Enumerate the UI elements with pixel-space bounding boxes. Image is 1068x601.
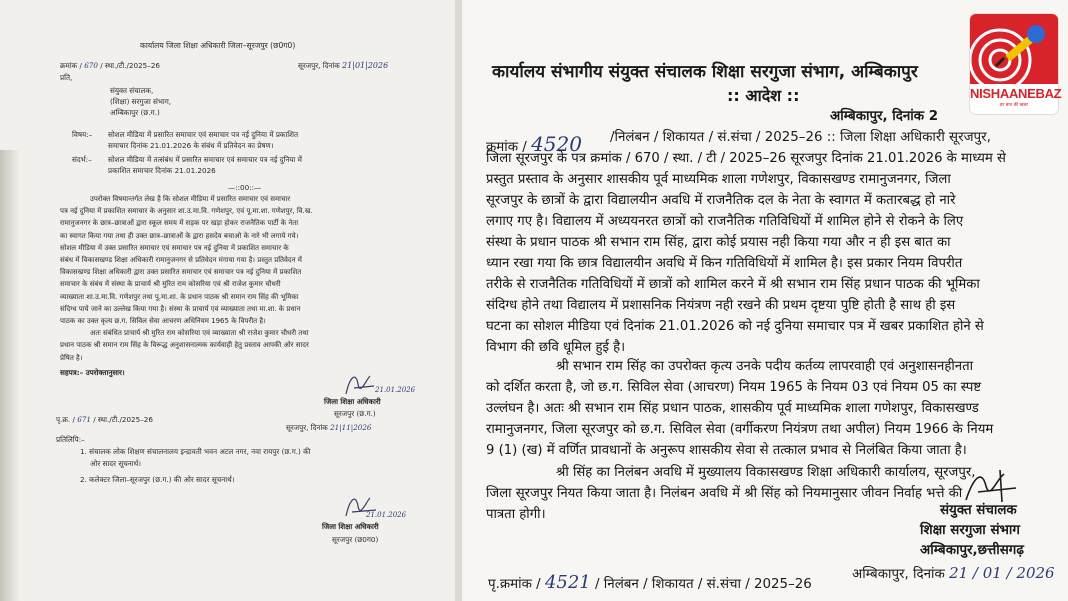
right-para1-line: संदिग्ध होने तथा विद्यालय में प्रशासनिक नियंत्रण नही रखने की प्रथम दृष्टया पुष्टि होती है साथ ही इस [486, 298, 956, 313]
right-para2-line: उल्लंघन है। अतः श्री सभान राम सिंह प्रधान पाठक, शासकीय पूर्व माध्यमिक शाला गणेशपुर, विकासखण्ड [486, 401, 979, 416]
left-body-line: का स्वागत किया गया तथा ही उक्त छात्र–छात्राओं के द्वारा हसदेव बचाओ के नारे भी लगाये गये। [60, 231, 299, 240]
page-divider [455, 0, 462, 601]
left-reference-2: प्रकाशित समाचार दिनांक 21.01.2026 [108, 166, 216, 175]
left-sign-title-2: जिला शिक्षा अधिकारी [322, 522, 379, 531]
left-separator: —::00::— [228, 183, 262, 192]
right-endorsement-no: पृ.क्रमांक / 4521 / निलंबन / शिकायत / सं.संचा / 2025–26 [488, 572, 812, 593]
left-letter [0, 0, 455, 601]
left-body-line: संबंध में विकासखण्ड शिक्षा अधिकारी रामानुजनगर से प्रतिवेदन मंगाया गया है। प्रस्तुत प्रतिवेदन में [60, 256, 302, 265]
right-sign-title: संयुक्त संचालक [940, 503, 1017, 518]
left-addressee-3: अम्बिकापुर (छ.ग.) [110, 108, 160, 117]
nishaanebaz-logo [970, 14, 1062, 114]
right-para3-line: श्री सिंह का निलंबन अवधि में मुख्यालय विकासखण्ड शिक्षा अधिकारी कार्यालय, सूरजपुर, [556, 465, 976, 480]
right-para2 [486, 356, 1056, 461]
left-ref-no-handwritten: 670 [84, 61, 98, 70]
left-body-line: रामानुजनगर के छात्र–छात्राओं द्वारा स्कूल समय में सड़क पर खड़ा होकर राजनैतिक पार्टी के नेता [60, 219, 299, 228]
left-body-line: विकासखण्ड शिक्षा अधिकारी द्वारा उक्त प्रसारित समाचार एवं समाचार पत्र नई दुनिया में प्रकाशित [60, 268, 302, 277]
left-sign-place-2: सूरजपुर (छ0ग0) [332, 535, 379, 544]
left-copy-to-label: प्रतिलिपि:– [56, 435, 85, 444]
left-sign-place-1: सूरजपुर (छ.ग.) [334, 409, 376, 418]
right-para1-line: ध्यान रखा गया कि छात्र विद्यालयीन अवधि में किन गतिविधियों में शामिल है। इस प्रकार नियम विपरीत [486, 256, 963, 271]
signature-scribble-1 [340, 370, 380, 400]
left-body-line: समाचार के संबंध में संस्था के प्राचार्य श्री मुरित राम कोसरिया एवं श्री राजेश कुमार चौधरी [60, 280, 281, 289]
right-para2-line: श्री सभान राम सिंह का उपरोक्त कृत्य उनके पदीय कर्तव्य लापरवाही एवं अनुशासनहीनता [556, 359, 974, 374]
left-copy-to-2: ओर सादर सूचनार्थ। [90, 459, 141, 468]
left-body-line: प्रेषित है। [60, 353, 83, 362]
left-addressee-1: संयुक्त संचालक, [110, 86, 154, 95]
right-para1-line: विभाग की छवि धूमिल हुई है। [486, 340, 626, 355]
right-para1-line1: /निलंबन / शिकायत / सं.संचा / 2025–26 :: जिला शिक्षा अधिकारी सूरजपुर, [610, 130, 991, 145]
right-para3-line: जिला सूरजपुर नियत किया जाता है। निलंबन अवधि में श्री सिंह को नियमानुसार जीवन निर्वाह भत्ते की [486, 486, 963, 501]
left-body-line: व्याख्याता शा.उ.मा.वि. गणेशपुर तथा पू.मा.शा. के प्रधान पाठक श्री समान राम सिंह की भूमिका [60, 292, 299, 301]
right-endorsement-date: अम्बिकापुर, दिनांक 21 / 01 / 2026 [852, 564, 1055, 582]
logo-emblem [970, 14, 1058, 84]
right-para1-line: घटना का सोशल मीडिया एवं दिनांक 21.01.2026 को नई दुनिया समाचार पत्र में खबर प्रकाशित होने से [486, 319, 984, 334]
left-sign-date-1: 21.01.2026 [375, 386, 416, 394]
right-para1 [486, 148, 1056, 358]
right-para1-line: तरीके से राजनैतिक गतिविधियों में छात्रों को शामिल करने में श्री सभान राम सिंह प्रधान पाठक की भूमिका [486, 277, 980, 292]
right-order-title: :: आदेश :: [727, 86, 800, 105]
right-sign-division: शिक्षा सरगुजा संभाग [920, 523, 1020, 538]
left-body-line: उपरोक्त विषयान्तर्गत लेख है कि सोशल मीडिया में प्रसारित समाचार एवं समाचार [90, 195, 291, 203]
left-sign-date-2: 21.01.2026 [366, 511, 407, 519]
left-copy-to-1: 1. संचालक लोक शिक्षण संचालनालय इन्द्रावती भवन अटल नगर, नवा रायपुर (छ.ग.) की [80, 447, 311, 456]
right-para1-line: सूरजपुर के छात्रों के द्वारा विद्यालयीन अवधि में राजनैतिक दल के नेता के स्वागत में कतारबद्ध हो नारे [486, 193, 956, 208]
right-para1-line: प्रस्तुत प्रस्ताव के अनुसार शासकीय पूर्व माध्यमिक शाला गणेशपुर, विकासखण्ड रामानुजनगर, जिला [486, 172, 951, 187]
left-body [60, 193, 400, 364]
right-office-heading: कार्यालय संभागीय संयुक्त संचालक शिक्षा सरगुजा संभाग, अम्बिकापुर [492, 62, 918, 82]
page-edge-shadow [0, 150, 20, 601]
left-reference-1: सोशल मीडिया में तत्संबंध में प्रसारित समाचार एवं समाचार पत्र नई दुनिया में [108, 155, 302, 164]
right-para1-line: संस्था के प्रधान पाठक श्री सभान राम सिंह, द्वारा कोई प्रयास नही किया गया और न ही इस बात का [486, 235, 951, 250]
left-reference-label: संदर्भ:– [72, 155, 92, 164]
left-addressee-2: (शिक्षा) सरगुजा संभाग, [110, 97, 172, 106]
left-body-line: संदिग्ध पाये जाने का उल्लेख किया गया है। संस्था के प्राचार्य एवं व्याख्याता तथा मा.शा. के प्रधान [60, 304, 301, 313]
logo-tagline: हर बात की खबर [999, 103, 1029, 108]
left-body-line: अतः संबंधित प्राचार्य श्री मुरित राम कोसरिया एवं व्याख्याता श्री राजेश कुमार चौधरी तथा [90, 329, 309, 338]
right-order-no: क्रमांक / 4520 [486, 132, 582, 156]
right-para2-line: रामानुजनगर, जिला सूरजपुर को छ.ग. सिविल सेवा (वर्गीकरण नियंत्रण तथा अपील) नियम 1966 के नियम [486, 422, 994, 437]
left-body-line: प्रधान पाठक श्री समान राम सिंह के विरूद्ध अनुशासनात्मक कार्यवाही हेतु प्रस्ताव आपकी ओर सादर [60, 341, 309, 350]
left-sign-title-1: जिला शिक्षा अधिकारी [324, 397, 381, 406]
left-office-heading: कार्यालय जिला शिक्षा अधिकारी जिला–सूरजपुर (छ0ग0) [140, 41, 296, 50]
microphone-pen-icon [970, 14, 1058, 84]
right-place-date: अम्बिकापुर, दिनांक 2 [830, 109, 939, 124]
right-order-no-handwritten: 4520 [531, 132, 582, 156]
left-subject-1: सोशल मीडिया में प्रसारित समाचार एवं समाचार पत्र नई दुनिया में प्रकाशित [108, 130, 299, 139]
right-sign-place: अम्बिकापुर,छत्तीसगढ़ [920, 543, 1024, 558]
left-endorsement-no: पृ.क्र. / 671 / स्था./टी./2025–26 [56, 415, 153, 424]
logo-name: NISHAANEBAZ [970, 86, 1062, 101]
left-endorsement-date: सूरजपुर, दिनांक 21|11|2026 [286, 423, 372, 432]
signature-scribble-3 [960, 466, 1020, 506]
right-para1-line: जिला सूरजपुर के पत्र क्रमांक / 670 / स्था. / टी / 2025–26 सूरजपुर दिनांक 21.01.2026 के माध्यम से [486, 151, 1006, 166]
left-body-line: पत्र नई दुनिया में प्रकाशित समाचार के अनुसार शा.उ.मा.वि. गणेशपुर, एवं पू.मा.शा. गणेशपुर, वि.ख. [60, 207, 313, 216]
right-para1-line: लगाए गए है। विद्यालय में अध्ययनरत छात्रों को राजनैतिक गतिविधियों में शामिल होने से रोकने के लिए [486, 214, 964, 229]
right-para3-line: पात्रता होगी। [486, 507, 546, 522]
left-copy-to-3: 2. कलेक्टर जिला–सूरजपुर (छ.ग.) की ओर सादर सूचनार्थ। [80, 475, 235, 484]
right-para2-line: को दर्शित करता है, जो छ.ग. सिविल सेवा (आचरण) नियम 1965 के नियम 03 एवं नियम 05 का स्पष्ट [486, 380, 982, 395]
left-ref-no: क्रमांक / 670 / स्था./टी./2025–26 [60, 61, 160, 70]
left-subject-2: समाचार दिनांक 21.01.2026 के संबंध में प्रतिवेदन का प्रेषण। [108, 141, 274, 150]
left-body-line: पाठक का उक्त कृत्य छ.ग. सिविल सेवा आचरण अधिनियम 1965 के विपरीत है। [60, 317, 266, 326]
left-prati: प्रति, [60, 73, 73, 82]
left-body-line: सोशल मीडिया में उक्त प्रसारित समाचार एवं समाचार पत्र नई दुनिया में प्रकाशित समाचार के [60, 243, 289, 252]
left-subject-label: विषय:– [72, 130, 93, 139]
right-para2-line: 9 (1) (ख) में वर्णित प्रावधानों के अनुरूप शासकीय सेवा से तत्काल प्रभाव से निलंबित किया जाता है। [486, 443, 967, 458]
left-place-date: सूरजपुर, दिनांक 21|01|2026 [298, 61, 389, 70]
left-enclosure: सहपत्र:– उपरोक्तानुसार। [60, 368, 125, 377]
